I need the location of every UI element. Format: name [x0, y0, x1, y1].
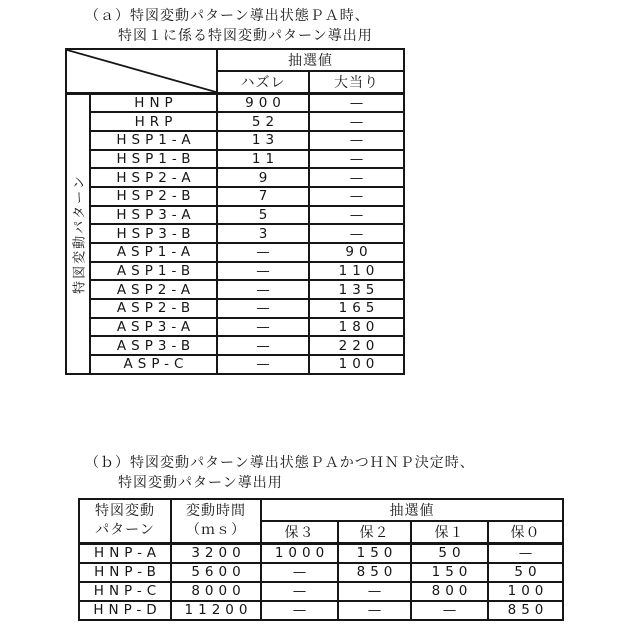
hazure-value: 9 [217, 168, 309, 187]
table-row [66, 224, 404, 243]
hold0-value: 100 [488, 582, 563, 601]
variation-time: 3200 [171, 544, 261, 563]
table-row [66, 299, 404, 318]
section-a-title-line2: 特図１に係る特図変動パターン導出用 [118, 28, 373, 44]
pattern-column-header [79, 499, 171, 544]
variation-time: 5600 [171, 563, 261, 582]
diagonal-line [67, 50, 216, 92]
variation-time: 11200 [171, 601, 261, 620]
section-a-title-line1: （ａ）特図変動パターン導出状態ＰＡ時、 [85, 8, 370, 24]
table-row [79, 601, 563, 620]
table-row [66, 262, 404, 281]
table-row [66, 94, 404, 113]
pattern-name: HSP1-A [90, 131, 217, 150]
pattern-name: HRP [90, 112, 217, 131]
pattern-name: HNP [90, 94, 217, 113]
pattern-name: ASP3-A [90, 318, 217, 337]
hold2-value: — [338, 601, 411, 620]
hazure-value: 7 [217, 187, 309, 206]
lottery-value-group-header-b: 抽選値 [261, 499, 563, 521]
oatari-value: 165 [309, 299, 404, 318]
time-column-header-line2: （ｍｓ） [186, 522, 246, 538]
oatari-value: — [309, 206, 404, 225]
time-column-header [171, 499, 261, 544]
hold0-value: 850 [488, 601, 563, 620]
oatari-value: — [309, 224, 404, 243]
pattern-name: HNP-D [79, 601, 171, 620]
table-row [79, 582, 563, 601]
oatari-value: 100 [309, 355, 404, 374]
hazure-value: — [217, 355, 309, 374]
hazure-value: 3 [217, 224, 309, 243]
corner-cell [66, 49, 217, 94]
variation-time: 8000 [171, 582, 261, 601]
pattern-name: HNP-B [79, 563, 171, 582]
pattern-column-header-line1: 特図変動 [95, 503, 155, 519]
oatari-value: — [309, 150, 404, 169]
pattern-name: HSP3-B [90, 224, 217, 243]
oatari-column-header: 大当り [309, 71, 404, 94]
oatari-value: — [309, 131, 404, 150]
hold0-value: 50 [488, 563, 563, 582]
table-row [79, 544, 563, 563]
pattern-name: HNP-A [79, 544, 171, 563]
pattern-name: ASP1-B [90, 262, 217, 281]
oatari-value: 180 [309, 318, 404, 337]
oatari-value: 90 [309, 243, 404, 262]
table-row [66, 187, 404, 206]
hazure-value: 11 [217, 150, 309, 169]
hold1-column-header: 保１ [411, 521, 488, 544]
table-row [66, 112, 404, 131]
oatari-value: 110 [309, 262, 404, 281]
oatari-value: — [309, 187, 404, 206]
hold1-value: 800 [411, 582, 488, 601]
hold2-value: — [338, 582, 411, 601]
hold1-value: 50 [411, 544, 488, 563]
pattern-name: HSP3-A [90, 206, 217, 225]
table-row [66, 280, 404, 299]
hazure-value: — [217, 318, 309, 337]
hazure-value: — [217, 299, 309, 318]
hazure-value: — [217, 262, 309, 281]
hold1-value: 150 [411, 563, 488, 582]
section-b-title-line1: （ｂ）特図変動パターン導出状態ＰＡかつＨＮＰ決定時、 [85, 455, 475, 471]
table-row [66, 150, 404, 169]
table-row [66, 206, 404, 225]
oatari-value: 220 [309, 336, 404, 355]
oatari-value: — [309, 112, 404, 131]
table-row [66, 168, 404, 187]
time-column-header-line1: 変動時間 [186, 503, 246, 519]
table-row [66, 318, 404, 337]
hazure-column-header: ハズレ [217, 71, 309, 94]
lottery-value-group-header-a: 抽選値 [217, 49, 404, 71]
hold3-value: — [261, 563, 338, 582]
oatari-value: — [309, 168, 404, 187]
hazure-value: 900 [217, 94, 309, 113]
oatari-value: 135 [309, 280, 404, 299]
pattern-name: HNP-C [79, 582, 171, 601]
pattern-name: ASP-C [90, 355, 217, 374]
section-b-title-line2: 特図変動パターン導出用 [118, 475, 283, 491]
table-b [78, 498, 564, 621]
hazure-value: 5 [217, 206, 309, 225]
hold2-value: 150 [338, 544, 411, 563]
oatari-value: — [309, 94, 404, 113]
pattern-name: ASP1-A [90, 243, 217, 262]
hold0-column-header: 保０ [488, 521, 563, 544]
table-a [65, 48, 405, 375]
hazure-value: 13 [217, 131, 309, 150]
hold2-column-header: 保２ [338, 521, 411, 544]
table-row [66, 243, 404, 262]
pattern-name: HSP2-A [90, 168, 217, 187]
table-row [66, 131, 404, 150]
hold1-value: — [411, 601, 488, 620]
pattern-column-header-line2: パターン [95, 522, 155, 538]
hold3-value: 1000 [261, 544, 338, 563]
hold3-value: — [261, 582, 338, 601]
hazure-value: — [217, 336, 309, 355]
pattern-name: HSP2-B [90, 187, 217, 206]
section-b-title [85, 453, 475, 493]
table-row [66, 336, 404, 355]
pattern-name: ASP2-A [90, 280, 217, 299]
pattern-name: HSP1-B [90, 150, 217, 169]
hazure-value: 52 [217, 112, 309, 131]
hold3-column-header: 保３ [261, 521, 338, 544]
hold2-value: 850 [338, 563, 411, 582]
row-group-label: 特図変動パターン [72, 174, 88, 294]
hold0-value: — [488, 544, 563, 563]
row-group-label-cell [66, 94, 90, 374]
table-row [79, 563, 563, 582]
pattern-name: ASP3-B [90, 336, 217, 355]
table-row [66, 355, 404, 374]
hold3-value: — [261, 601, 338, 620]
pattern-name: ASP2-B [90, 299, 217, 318]
hazure-value: — [217, 243, 309, 262]
hazure-value: — [217, 280, 309, 299]
section-a-title [85, 6, 373, 46]
